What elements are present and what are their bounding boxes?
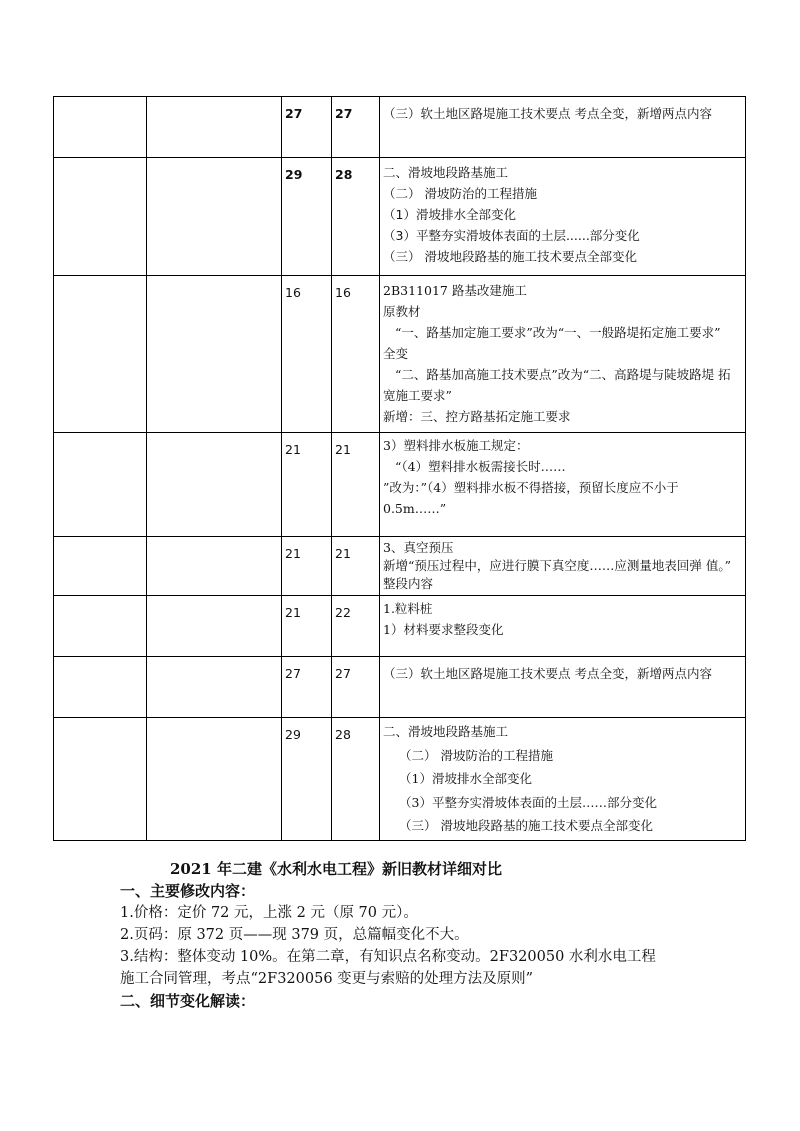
content-line: （三） 滑坡地段路基的施工技术要点全部变化	[383, 249, 637, 264]
content-line: （三）软土地区路堤施工技术要点 考点全变，新增两点内容	[383, 106, 712, 121]
empty-cell	[54, 596, 147, 657]
content-line: 新增：三、控方路基拓定施工要求	[383, 409, 571, 424]
old-page-cell: 21	[282, 596, 332, 657]
change-content-cell	[380, 276, 746, 433]
new-page-cell: 21	[332, 537, 380, 596]
content-line: 二、滑坡地段路基施工	[383, 724, 509, 739]
empty-cell	[54, 718, 147, 841]
new-page-cell: 27	[332, 97, 380, 158]
old-page-cell: 27	[282, 657, 332, 718]
change-content-cell	[380, 596, 746, 657]
table-row	[54, 97, 746, 158]
old-page-cell: 29	[282, 718, 332, 841]
empty-cell	[54, 657, 147, 718]
change-content-cell	[380, 158, 746, 276]
content-line: 3）塑料排水板施工规定：	[383, 438, 529, 453]
content-line: “一、路基加定施工要求”改为“一、一般路堤拓定施工要求”	[395, 325, 721, 340]
content-line: ”改为：”（4）塑料排水板不得搭接，预留长度应不小于	[383, 480, 679, 495]
paragraph-structure: 3.结构：整体变动 10%。在第二章，有知识点名称变动。2F320050 水利水电工程	[120, 949, 656, 965]
empty-cell	[54, 97, 147, 158]
content-line: 2B311017 路基改建施工	[383, 283, 527, 298]
content-line: （3）平整夯实滑坡体表面的土层......部分变化	[383, 228, 640, 243]
content-line: （1）滑坡排水全部变化	[399, 771, 532, 786]
content-line: （二） 滑坡防治的工程措施	[383, 186, 537, 201]
empty-cell	[147, 433, 282, 537]
content-line: 全变	[383, 346, 409, 361]
empty-cell	[147, 718, 282, 841]
comparison-table	[53, 96, 746, 841]
content-line: “二、路基加高施工技术要点”改为“二、高路堤与陡坡路堤 拓	[395, 367, 731, 382]
table-row	[54, 596, 746, 657]
new-page-cell: 28	[332, 158, 380, 276]
content-line: （1）滑坡排水全部变化	[383, 207, 516, 222]
content-line: “（4）塑料排水板需接长时……	[395, 459, 566, 474]
content-line: 新增“预压过程中，应进行膜下真空度……应测量地表回弹 值。”	[383, 558, 732, 573]
content-line: （3）平整夯实滑坡体表面的土层……部分变化	[399, 794, 657, 810]
change-content-cell	[380, 537, 746, 596]
empty-cell	[147, 537, 282, 596]
old-page-cell: 21	[282, 433, 332, 537]
content-line: （二） 滑坡防治的工程措施	[399, 747, 553, 763]
content-line: 原教材	[383, 304, 421, 319]
table-row	[54, 718, 746, 841]
heading-detail-changes: 二、细节变化解读：	[120, 992, 256, 1010]
new-page-cell: 22	[332, 596, 380, 657]
new-page-cell: 16	[332, 276, 380, 433]
change-content-cell	[380, 718, 746, 841]
old-page-cell: 27	[282, 97, 332, 158]
table-row	[54, 276, 746, 433]
change-content-cell	[380, 97, 746, 158]
empty-cell	[147, 97, 282, 158]
empty-cell	[147, 276, 282, 433]
content-line: （三） 滑坡地段路基的施工技术要点全部变化	[399, 818, 653, 833]
textbook-comparison-section	[120, 858, 760, 1012]
table-row	[54, 433, 746, 537]
change-content-cell	[380, 657, 746, 718]
table-row	[54, 657, 746, 718]
new-page-cell: 21	[332, 433, 380, 537]
paragraph-price: 1.价格：定价 72 元，上涨 2 元（原 70 元）。	[120, 905, 418, 921]
content-line: 整段内容	[383, 576, 434, 591]
content-line: 二、滑坡地段路基施工	[383, 165, 509, 180]
content-line: 1.粒料桩	[383, 601, 433, 616]
old-page-cell: 21	[282, 537, 332, 596]
empty-cell	[54, 276, 147, 433]
section-title: 2021 年二建《水利水电工程》新旧教材详细对比	[170, 860, 502, 878]
content-line: 宽施工要求”	[383, 388, 452, 403]
paragraph-structure-cont: 施工合同管理，考点“2F320056 变更与索赔的处理方法及原则”	[120, 971, 534, 987]
empty-cell	[54, 537, 147, 596]
change-content-cell	[380, 433, 746, 537]
empty-cell	[54, 433, 147, 537]
content-line: 1）材料要求整段变化	[383, 622, 504, 637]
new-page-cell: 27	[332, 657, 380, 718]
empty-cell	[147, 158, 282, 276]
empty-cell	[54, 158, 147, 276]
empty-cell	[147, 596, 282, 657]
heading-main-changes: 一、主要修改内容：	[120, 882, 256, 900]
old-page-cell: 16	[282, 276, 332, 433]
content-line: 3、真空预压	[383, 540, 454, 555]
table-row	[54, 158, 746, 276]
table-row	[54, 537, 746, 596]
content-line: （三）软土地区路堤施工技术要点 考点全变，新增两点内容	[383, 666, 712, 681]
old-page-cell: 29	[282, 158, 332, 276]
content-line: 0.5m……”	[383, 501, 447, 516]
paragraph-pages: 2.页码：原 372 页——现 379 页，总篇幅变化不大。	[120, 927, 469, 943]
new-page-cell: 28	[332, 718, 380, 841]
empty-cell	[147, 657, 282, 718]
